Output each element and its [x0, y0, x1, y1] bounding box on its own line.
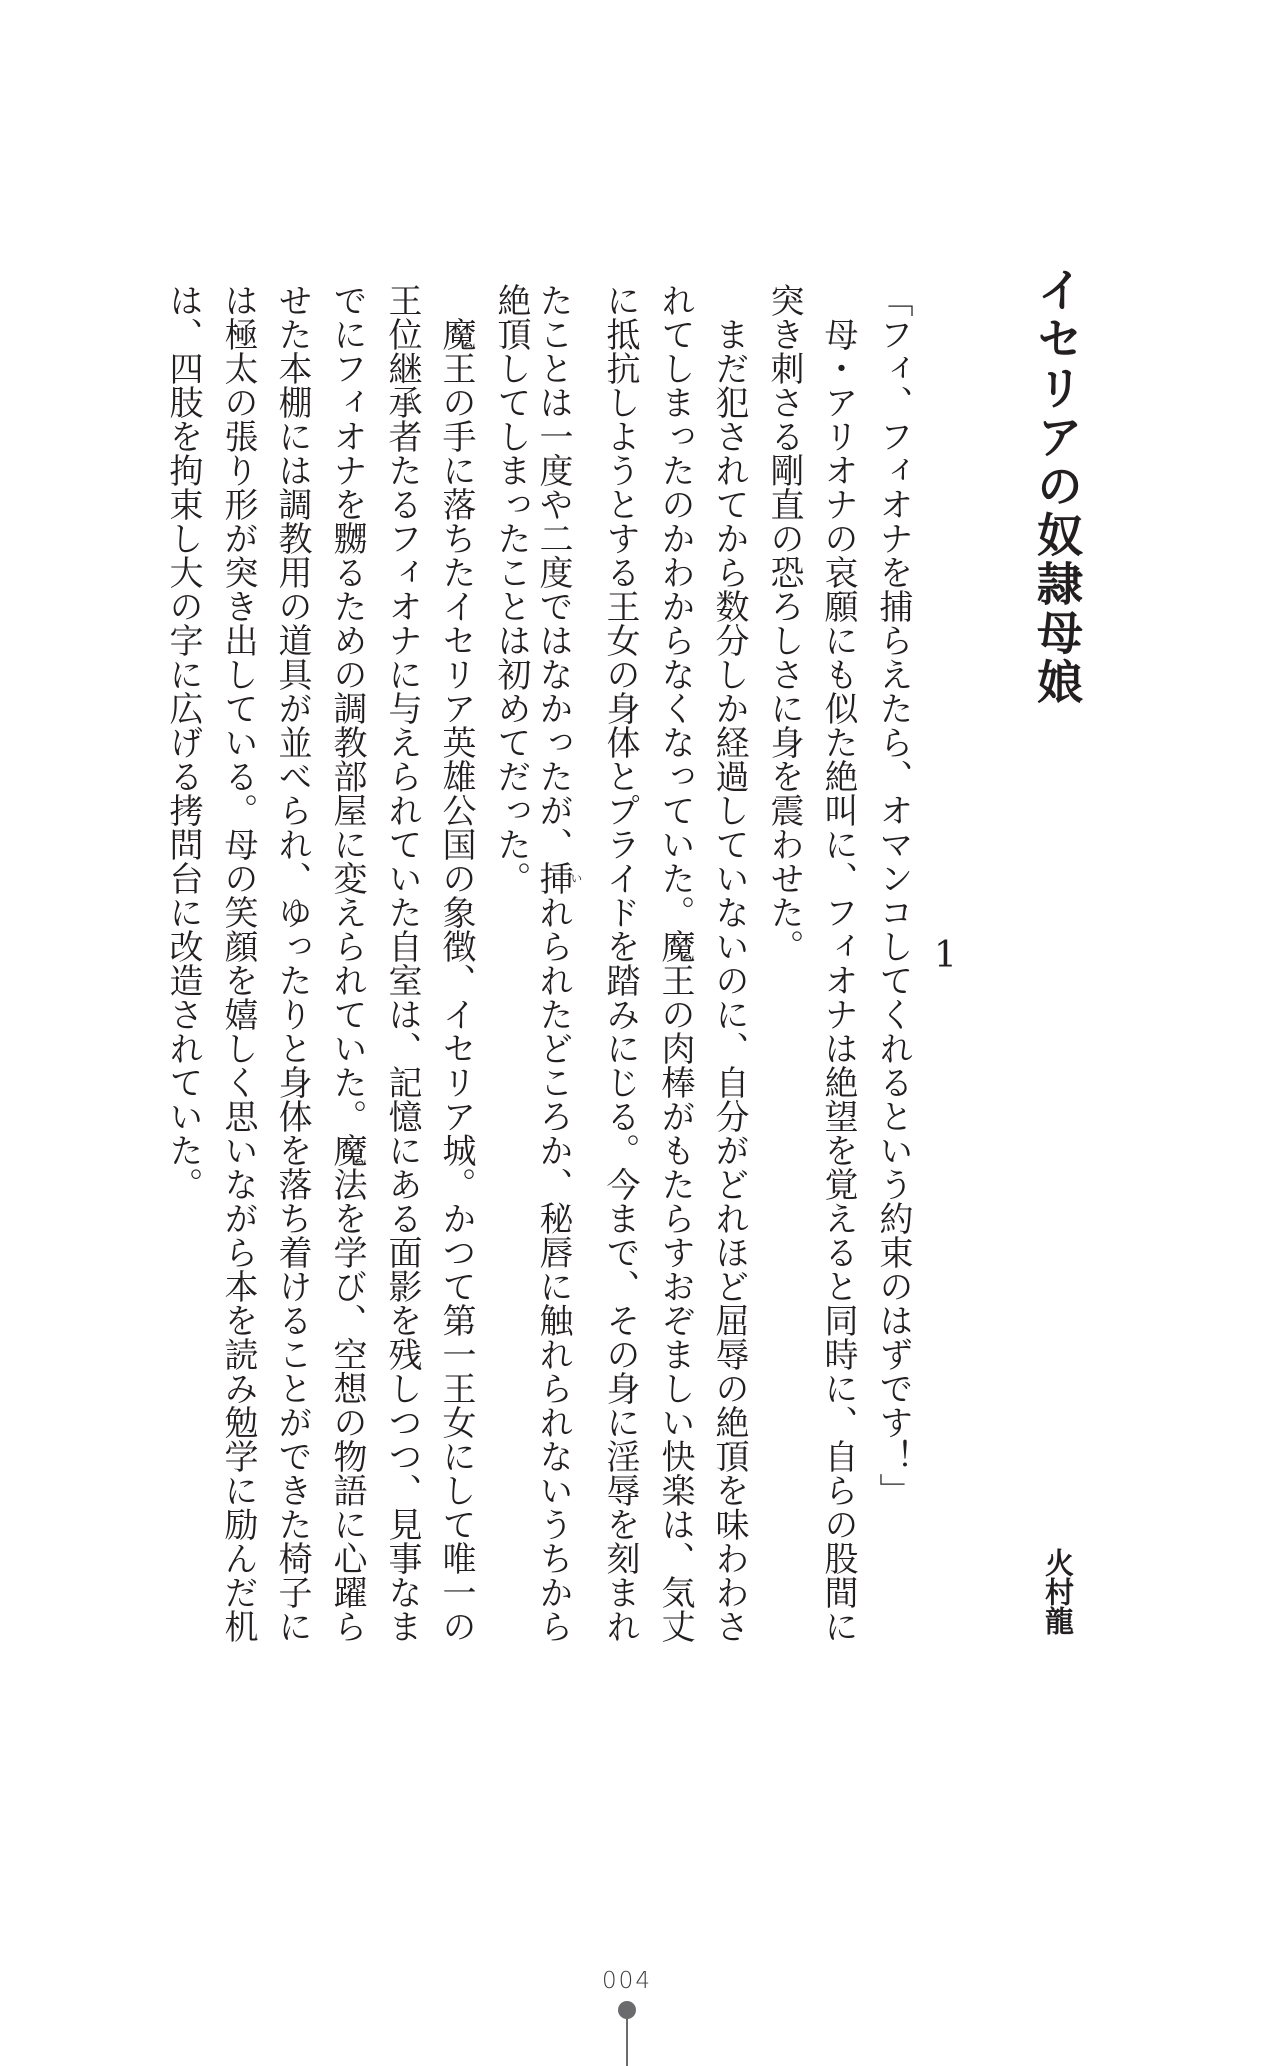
text-line: は極太の張り形が突き出している。母の笑顔を嬉しく思いながら本を読み勉学に励んだ机: [218, 283, 258, 1643]
text-line: でにフィオナを嬲るための調教部屋に変えられていた。魔法を学び、空想の物語に心躍ら: [327, 283, 367, 1643]
page-number: 004: [602, 1968, 652, 1994]
text-line: 「フィ、フィオナを捕らえたら、オマンコしてくれるという約束のはずです！」: [873, 283, 913, 1507]
page-marker-line: [626, 2018, 628, 2066]
text-line: に抵抗しようとする王女の身体とプライドを踏みにじる。今まで、その身に淫辱を刻まれ: [600, 283, 640, 1643]
text-line-with-ruby: [533, 283, 583, 1643]
chapter-heading: 1: [934, 935, 957, 976]
story-title: イセリアの奴隷母娘: [1030, 266, 1084, 707]
text-line: まだ犯されてから数分しか経過していないのに、自分がどれほど屈辱の絶頂を味わわさ: [709, 283, 749, 1643]
text-line: 母・アリオナの哀願にも似た絶叫に、フィオナは絶望を覚えると同時に、自らの股間に: [818, 283, 858, 1643]
text-line: 絶頂してしまったことは初めてだった。: [491, 283, 531, 895]
ruby-word: [533, 861, 583, 895]
author-name: 火村龍: [1041, 1548, 1075, 1635]
text-segment: たことは一度や二度ではなかったが、: [533, 283, 573, 861]
ruby-base: 挿: [533, 861, 573, 895]
text-line: 突き刺さる剛直の恐ろしさに身を震わせた。: [764, 283, 804, 963]
text-line: は、四肢を拘束し大の字に広げる拷問台に改造されていた。: [163, 283, 203, 1201]
text-line: せた本棚には調教用の道具が並べられ、ゆったりと身体を落ち着けることができた椅子に: [272, 283, 312, 1643]
text-line: 魔王の手に落ちたイセリア英雄公国の象徴、イセリア城。かつて第一王女にして唯一の: [436, 283, 476, 1643]
text-line: れてしまったのかわからなくなっていた。魔王の肉棒がもたらすおぞましい快楽は、気丈: [655, 283, 695, 1643]
text-line: 王位継承者たるフィオナに与えられていた自室は、記憶にある面影を残しつつ、見事なま: [382, 283, 422, 1643]
text-segment: れられたどころか、秘唇に触れられないうちから: [533, 895, 573, 1643]
page-marker-dot-icon: [618, 2001, 636, 2019]
ruby-reading: い: [569, 861, 583, 895]
